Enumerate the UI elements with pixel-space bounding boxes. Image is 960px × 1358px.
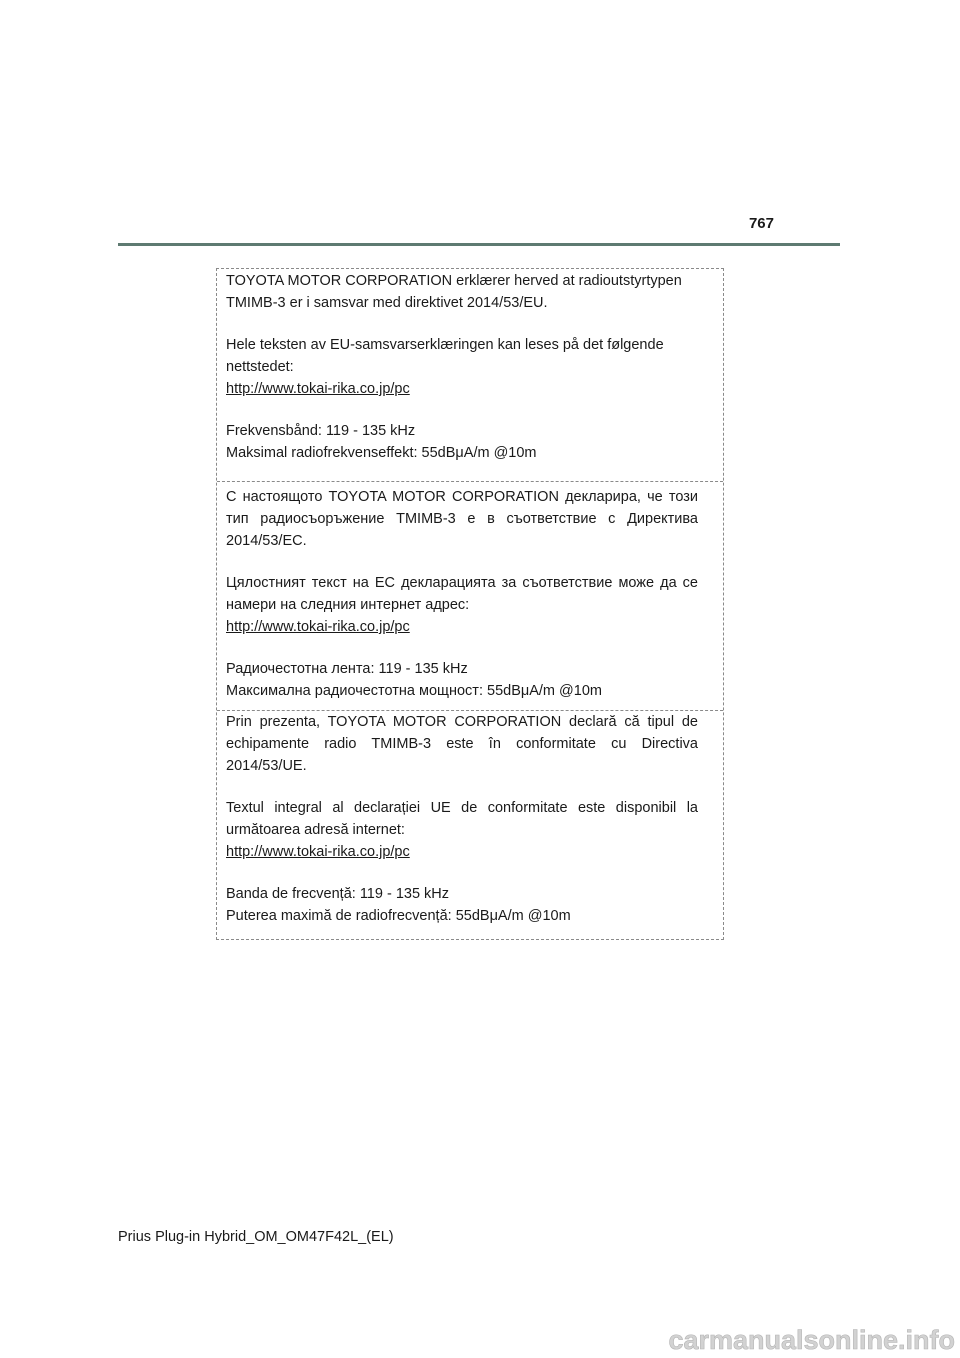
max-power: Puterea maximă de radiofrecvență: 55dBμA/m @10m [226,908,571,924]
frequency-band: Frekvensbånd: 119 - 135 kHz [226,423,416,439]
declaration-section-norwegian [217,270,723,464]
declaration-text: С настоящото TOYOTA MOTOR CORPORATION декларира, че този тип радиосъоръжение TMIMB-3 е в съответствие с Директива 2014/53/ЕС. [226,489,698,549]
declaration-section-romanian [217,710,723,927]
watermark-text: carmanualsonline.info [668,1325,955,1355]
frequency-band: Banda de frecvență: 119 - 135 kHz [226,886,450,902]
max-power: Maksimal radiofrekvenseffekt: 55dBμA/m @10m [226,445,537,461]
footer-manual-id: Prius Plug-in Hybrid_OM_OM47F42L_(EL) [118,1229,394,1245]
declaration-link[interactable]: http://www.tokai-rika.co.jp/pc [226,844,410,860]
watermark-logo [577,1318,960,1358]
declaration-text: TOYOTA MOTOR CORPORATION erklærer herved at radioutstyrtypen TMIMB-3 er i samsvar med direktivet 2014/53/EU. [226,273,682,311]
max-power: Максимална радиочестотна мощност: 55dBμA/m @10m [226,683,602,699]
declaration-text: Prin prezenta, TOYOTA MOTOR CORPORATION declară că tipul de echipamente radio TMIMB-3 este în conformitate cu Directiva 2014/53/UE. [226,714,698,774]
frequency-band: Радиочестотна лента: 119 - 135 kHz [226,661,468,677]
declaration-section-bulgarian [217,481,723,702]
fulltext-text: Цялостният текст на ЕС декларацията за съответствие може да се намери на следния интернет адрес: [226,575,698,613]
declaration-link[interactable]: http://www.tokai-rika.co.jp/pc [226,619,410,635]
declaration-box [216,268,724,940]
fulltext-text: Textul integral al declarației UE de conformitate este disponibil la următoarea adresă internet: [226,800,698,838]
header-rule [118,243,840,246]
declaration-link[interactable]: http://www.tokai-rika.co.jp/pc [226,381,410,397]
fulltext-text: Hele teksten av EU-samsvarserklæringen kan leses på det følgende nettstedet: [226,337,664,375]
page-number: 767 [748,215,774,232]
